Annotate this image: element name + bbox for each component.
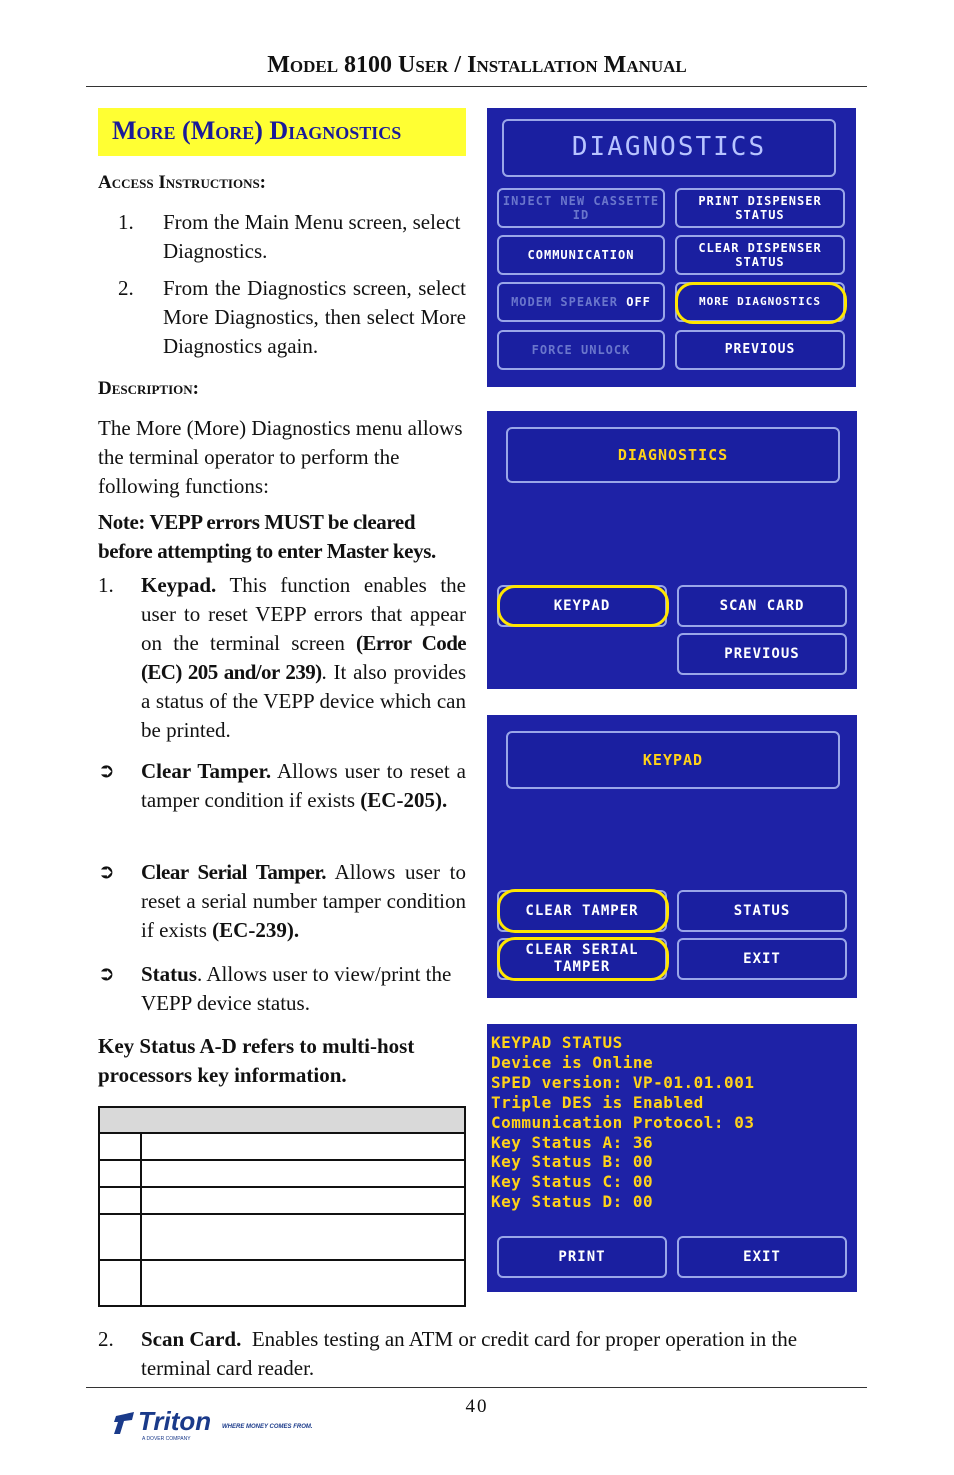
table-row	[99, 1260, 465, 1306]
bullet-status: Status. Allows user to view/print the VEPP device status.	[141, 962, 452, 1015]
status-line: Key Status D: 00	[491, 1192, 654, 1211]
description-text: The More (More) Diagnostics menu allows the terminal operator to perform the following functions:	[98, 416, 463, 498]
screen-title: KEYPAD	[506, 731, 840, 789]
clear-tamper-button[interactable]: CLEAR TAMPER	[497, 890, 667, 932]
exit-button[interactable]: EXIT	[677, 1236, 847, 1278]
bullet-clear-tamper: Clear Tamper. Allows user to reset a tamper condition if exists (EC-205).	[141, 759, 466, 812]
status-line: Triple DES is Enabled	[491, 1093, 704, 1112]
selection-highlight	[497, 585, 669, 627]
screen-title: DIAGNOSTICS	[506, 427, 840, 483]
keypad-button[interactable]: KEYPAD	[497, 585, 667, 627]
step-1-number: 1.	[118, 210, 134, 234]
keypad-description: Keypad. This function enables the user to reset VEPP errors that appear on the terminal screen (Error Code (EC) 205 and/or 239). It also provides a status of the VEPP device which can be printed.	[141, 573, 466, 742]
logo-tagline: WHERE MONEY COMES FROM.	[222, 1424, 313, 1430]
vepp-note: Note: VEPP errors MUST be cleared before attempting to enter Master keys.	[98, 510, 436, 563]
previous-button[interactable]: PREVIOUS	[675, 330, 845, 370]
triton-logo	[112, 1404, 332, 1448]
status-line: Key Status B: 00	[491, 1152, 654, 1171]
section-title: More (More) Diagnostics	[112, 116, 402, 145]
screen-title: DIAGNOSTICS	[502, 119, 836, 177]
header-rule	[86, 86, 867, 87]
table-row	[99, 1160, 465, 1187]
section-title-box	[98, 108, 466, 156]
table-row	[99, 1214, 465, 1260]
scan-card-button[interactable]: SCAN CARD	[677, 585, 847, 627]
diagnostics-screen	[487, 108, 856, 387]
description-heading: Description:	[98, 378, 199, 399]
status-line: SPED version: VP-01.01.001	[491, 1073, 755, 1092]
key-status-note: Key Status A-D refers to multi-host processors key information.	[98, 1034, 415, 1087]
status-line: Key Status C: 00	[491, 1172, 654, 1191]
previous-button[interactable]: PREVIOUS	[677, 633, 847, 675]
exit-button[interactable]: EXIT	[677, 938, 847, 980]
print-button[interactable]: PRINT	[497, 1236, 667, 1278]
key-status-table	[98, 1106, 466, 1307]
logo-sub: A DOVER COMPANY	[142, 1436, 191, 1442]
scan-card-number: 2.	[98, 1327, 114, 1351]
keypad-screen	[487, 715, 857, 998]
print-dispenser-status-button[interactable]: PRINT DISPENSER STATUS	[675, 188, 845, 228]
table-row	[99, 1187, 465, 1214]
step-2-text: From the Diagnostics screen, select More Diagnostics, then select More Diagnostics again.	[163, 276, 466, 358]
arrow-right-icon: ➲	[98, 859, 115, 883]
arrow-right-icon: ➲	[98, 758, 115, 782]
status-line: Communication Protocol: 03	[491, 1113, 755, 1132]
more-diagnostics-button[interactable]: MORE DIAGNOSTICS	[675, 282, 845, 322]
status-button[interactable]: STATUS	[677, 890, 847, 932]
step-2-number: 2.	[118, 276, 134, 300]
bullet-clear-serial-tamper: Clear Serial Tamper. Allows user to reset a serial number tamper condition if exists (EC-239).	[141, 860, 466, 942]
access-heading: Access Instructions:	[98, 172, 267, 193]
clear-serial-tamper-button[interactable]: CLEAR SERIAL TAMPER	[497, 938, 667, 980]
step-1-text: From the Main Menu screen, select Diagnostics.	[163, 210, 461, 263]
footer-rule	[86, 1387, 867, 1388]
keypad-status-screen	[487, 1024, 857, 1292]
page-header: Model 8100 User / Installation Manual	[267, 52, 687, 78]
selection-highlight	[497, 889, 669, 933]
status-line: Key Status A: 36	[491, 1133, 654, 1152]
scan-card-description: Scan Card. Enables testing an ATM or credit card for proper operation in the terminal card reader.	[141, 1327, 798, 1380]
status-line: Device is Online	[491, 1053, 654, 1072]
table-header-row	[99, 1107, 465, 1133]
clear-dispenser-status-button[interactable]: CLEAR DISPENSER STATUS	[675, 235, 845, 275]
inject-new-cassette-id-button[interactable]: INJECT NEW CASSETTE ID	[497, 188, 665, 228]
logo-brand: Triton	[138, 1406, 212, 1436]
more-diagnostics-screen	[487, 411, 857, 689]
arrow-right-icon: ➲	[98, 961, 115, 985]
keypad-number: 1.	[98, 573, 114, 597]
force-unlock-button[interactable]: FORCE UNLOCK	[497, 330, 665, 370]
table-row	[99, 1133, 465, 1160]
selection-highlight	[497, 937, 669, 981]
page-number: 40	[465, 1396, 489, 1417]
communication-button[interactable]: COMMUNICATION	[497, 235, 665, 275]
modem-speaker-button[interactable]: MODEM SPEAKER OFF	[497, 282, 665, 322]
selection-highlight	[675, 282, 847, 324]
status-heading: KEYPAD STATUS	[491, 1033, 623, 1052]
